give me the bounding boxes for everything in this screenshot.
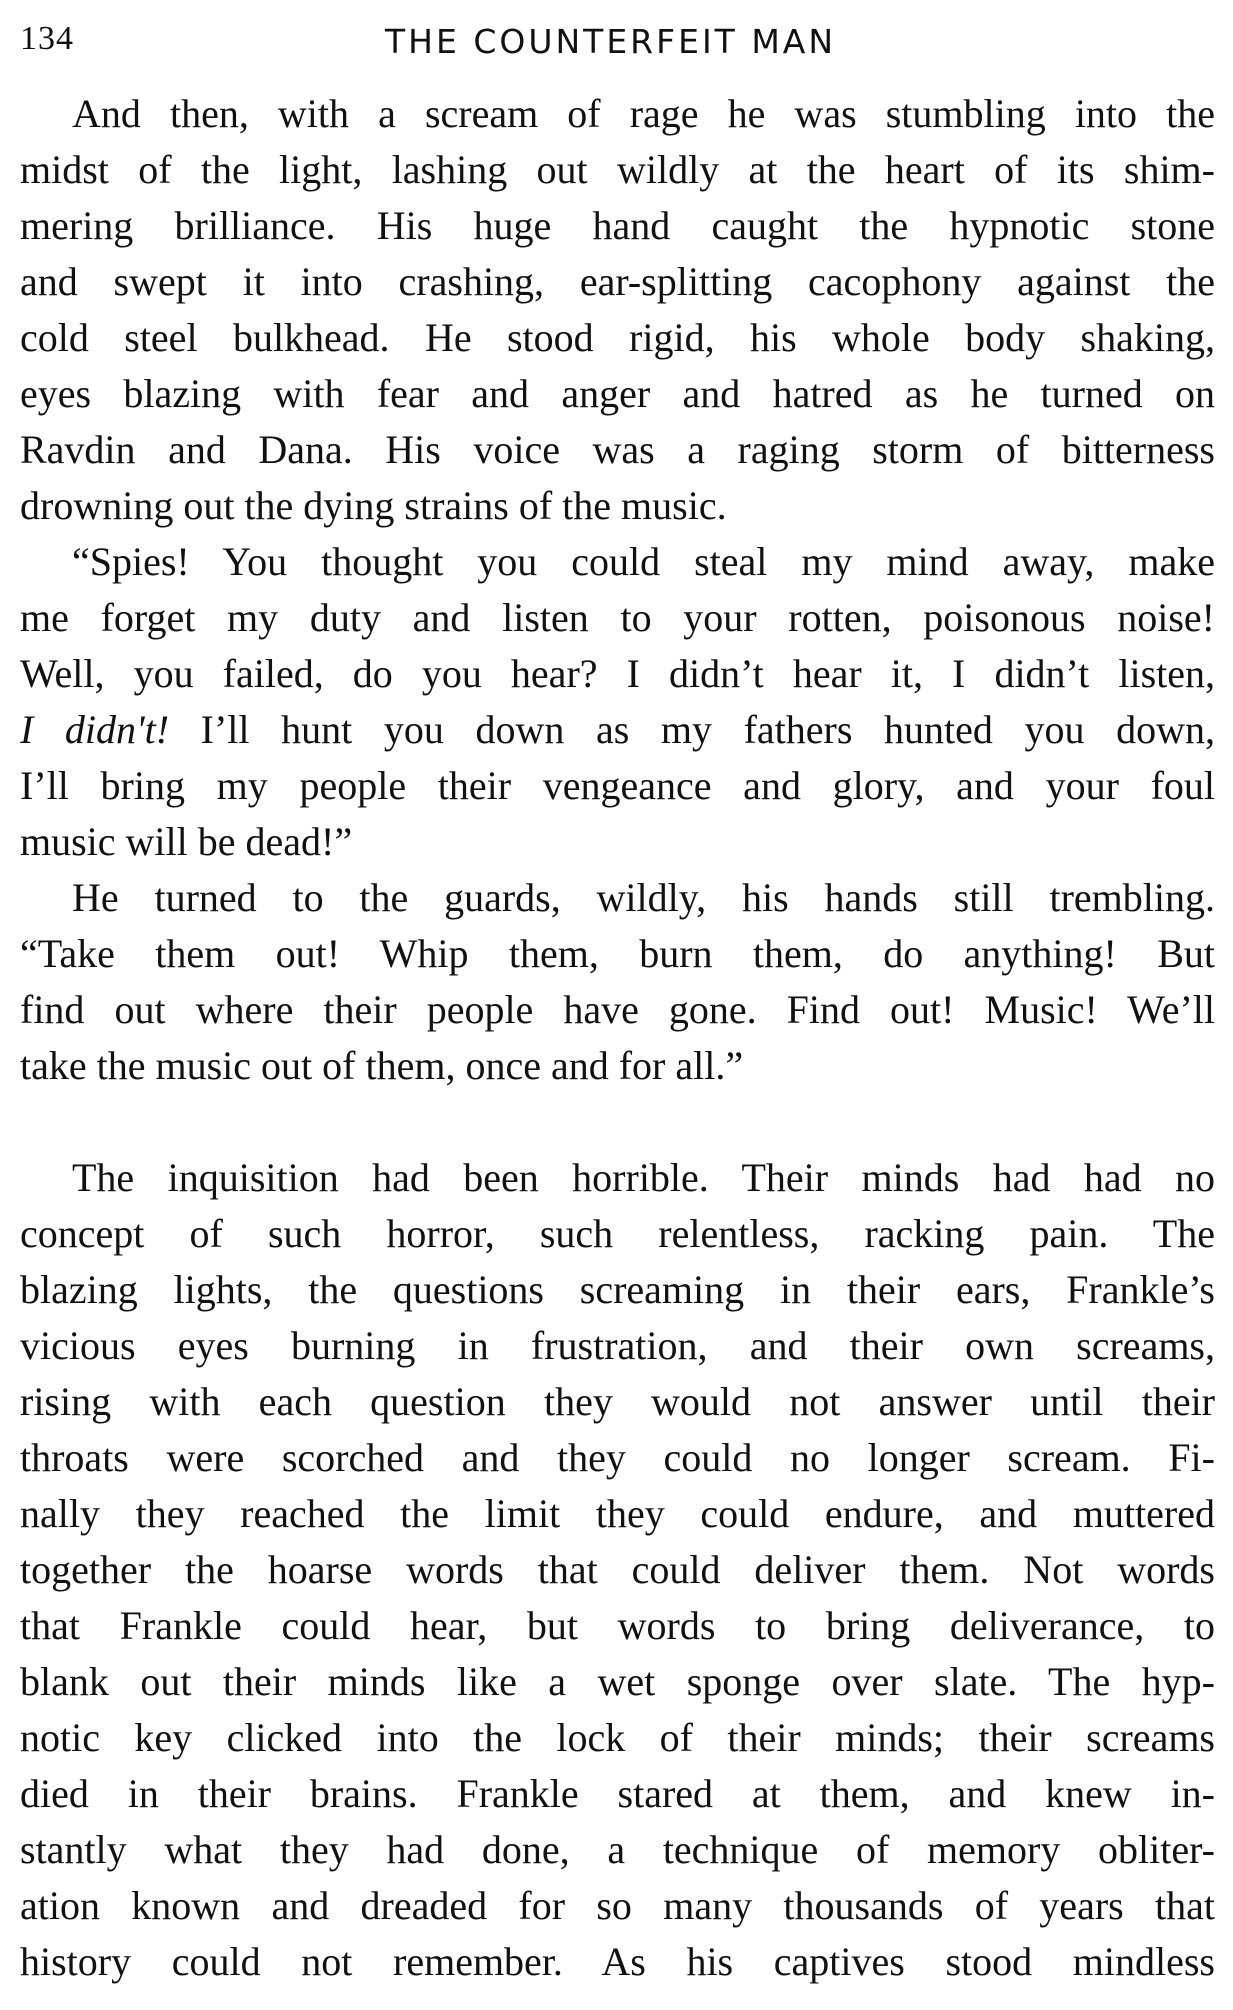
text-line: Well, you failed, do you hear? I didn’t hear it, I didn’t listen, [20,651,1215,696]
text-line: throats were scorched and they could no longer scream. Fi- [20,1435,1215,1480]
text-line: midst of the light, lashing out wildly at the heart of its shim- [20,147,1215,192]
text-line: I’ll bring my people their vengeance and glory, and your foul [20,763,1215,808]
running-head: THE COUNTERFEIT MAN [385,22,837,61]
text-line: died in their brains. Frankle stared at them, and knew in- [20,1771,1215,1816]
text-line: that Frankle could hear, but words to bring deliverance, to [20,1603,1215,1648]
text-line: vicious eyes burning in frustration, and their own screams, [20,1323,1215,1368]
page-header [20,12,1220,62]
text-line: eyes blazing with fear and anger and hatred as he turned on [20,371,1215,416]
text-line: ation known and dreaded for so many thousands of years that [20,1883,1215,1928]
text-line: blank out their minds like a wet sponge over slate. The hyp- [20,1659,1215,1704]
text-line: The inquisition had been horrible. Their minds had had no [72,1155,1215,1200]
text-line: And then, with a scream of rage he was stumbling into the [72,91,1215,136]
text-line: “Spies! You thought you could steal my mind away, make [72,539,1215,584]
text-line: cold steel bulkhead. He stood rigid, his whole body shaking, [20,315,1215,360]
page-number: 134 [20,20,74,57]
paragraph [20,870,1215,1094]
text-line: blazing lights, the questions screaming in their ears, Frankle’s [20,1267,1215,1312]
paragraph [20,1150,1215,1990]
text-line: mering brilliance. His huge hand caught the hypnotic stone [20,203,1215,248]
text-line: Ravdin and Dana. His voice was a raging storm of bitterness [20,427,1215,472]
text-run: I’ll hunt you down as my fathers hunted you down, [169,707,1215,752]
text-line: and swept it into crashing, ear-splitting cacophony against the [20,259,1215,304]
text-line: me forget my duty and listen to your rotten, poisonous noise! [20,595,1215,640]
text-line: stantly what they had done, a technique of memory obliter- [20,1827,1215,1872]
text-line: take the music out of them, once and for all.” [20,1043,744,1088]
text-line: drowning out the dying strains of the music. [20,483,727,528]
body-text [20,86,1215,1990]
text-line: history could not remember. As his captives stood mindless [20,1939,1215,1984]
text-line: together the hoarse words that could deliver them. Not words [20,1547,1215,1592]
text-line: He turned to the guards, wildly, his hands still trembling. [72,875,1215,920]
text-line: “Take them out! Whip them, burn them, do anything! But [20,931,1215,976]
text-line: find out where their people have gone. Find out! Music! We’ll [20,987,1215,1032]
text-line: music will be dead!” [20,819,353,864]
italic-phrase: I didn't! [20,707,170,752]
text-line: concept of such horror, such relentless, racking pain. The [20,1211,1215,1256]
text-line: rising with each question they would not answer until their [20,1379,1215,1424]
paragraph [20,534,1215,870]
section-break [20,1094,1215,1150]
paragraph [20,86,1215,534]
text-line: notic key clicked into the lock of their minds; their screams [20,1715,1215,1760]
text-line: nally they reached the limit they could endure, and muttered [20,1491,1215,1536]
text-line-mixed [20,702,1215,758]
